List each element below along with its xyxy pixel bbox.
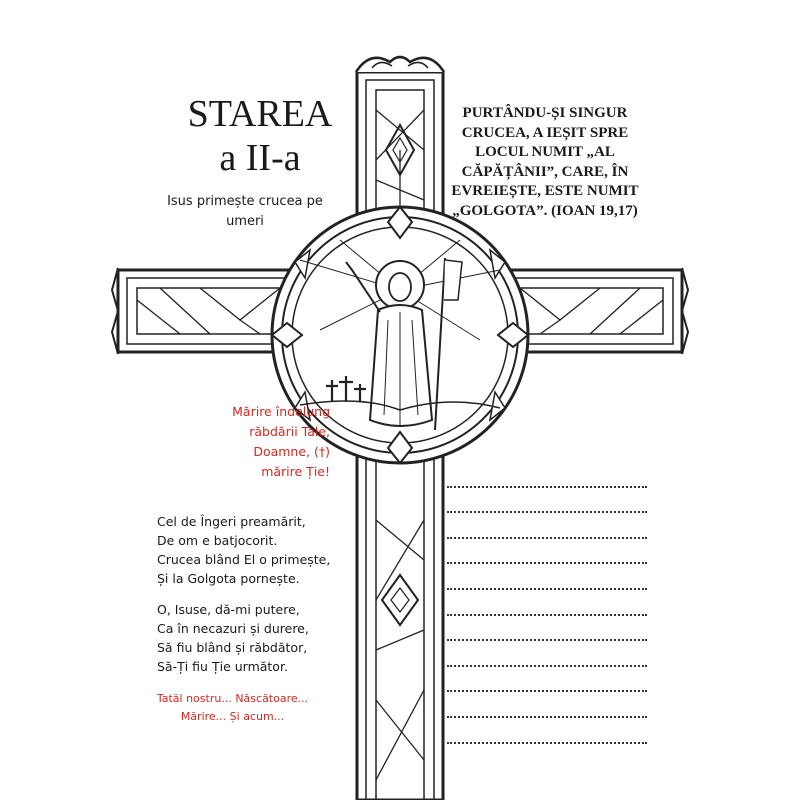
title-line-1: STAREA xyxy=(187,93,333,135)
writing-line[interactable] xyxy=(447,671,647,697)
writing-line[interactable] xyxy=(447,594,647,620)
hymn-line: Și la Golgota pornește. xyxy=(157,571,300,586)
response-line: Doamne, (†) xyxy=(253,444,330,459)
writing-line[interactable] xyxy=(447,645,647,671)
hymn-line: Cel de Îngeri preamărit, xyxy=(157,514,306,529)
hymn-line: Să-Ți fiu Ție următor. xyxy=(157,659,288,674)
writing-line[interactable] xyxy=(447,466,647,492)
response-prayer xyxy=(150,402,330,482)
notes-writing-lines xyxy=(447,466,647,748)
response-line: mărire Ție! xyxy=(261,464,330,479)
hymn-line: O, Isuse, dă-mi putere, xyxy=(157,602,300,617)
writing-line[interactable] xyxy=(447,722,647,748)
response-line: răbdării Tale, xyxy=(249,424,330,439)
hymn-stanza-1 xyxy=(157,512,387,588)
prayers-line-2: Mărire... Și acum... xyxy=(180,710,285,723)
hymn-line: Să fiu blând și răbdător, xyxy=(157,640,308,655)
station-subtitle: Isus primește crucea pe umeri xyxy=(167,194,323,229)
title-line-2: a II-a xyxy=(219,137,301,179)
hymn-line: De om e batjocorit. xyxy=(157,533,278,548)
writing-line[interactable] xyxy=(447,517,647,543)
hymn-line: Ca în necazuri și durere, xyxy=(157,621,309,636)
writing-line[interactable] xyxy=(447,543,647,569)
prayers-line-1: Tatăl nostru... Născătoare... xyxy=(156,692,309,705)
writing-line[interactable] xyxy=(447,620,647,646)
writing-line[interactable] xyxy=(447,568,647,594)
hymn-stanza-2 xyxy=(157,600,387,676)
writing-line[interactable] xyxy=(447,492,647,518)
scripture-quote: PURTÂNDU-ȘI SINGUR CRUCEA, A IEȘIT SPRE LOCUL NUMIT „AL CĂPĂȚÂNII”, CARE, ÎN EVREIEȘTE, ESTE NUMIT „GOLGOTA”. (IOAN 19,17) xyxy=(451,105,639,219)
response-line: Mărire îndelung xyxy=(232,404,330,419)
writing-line[interactable] xyxy=(447,696,647,722)
hymn-line: Crucea blând El o primește, xyxy=(157,552,331,567)
closing-prayers xyxy=(150,690,315,726)
page-title xyxy=(150,92,370,180)
